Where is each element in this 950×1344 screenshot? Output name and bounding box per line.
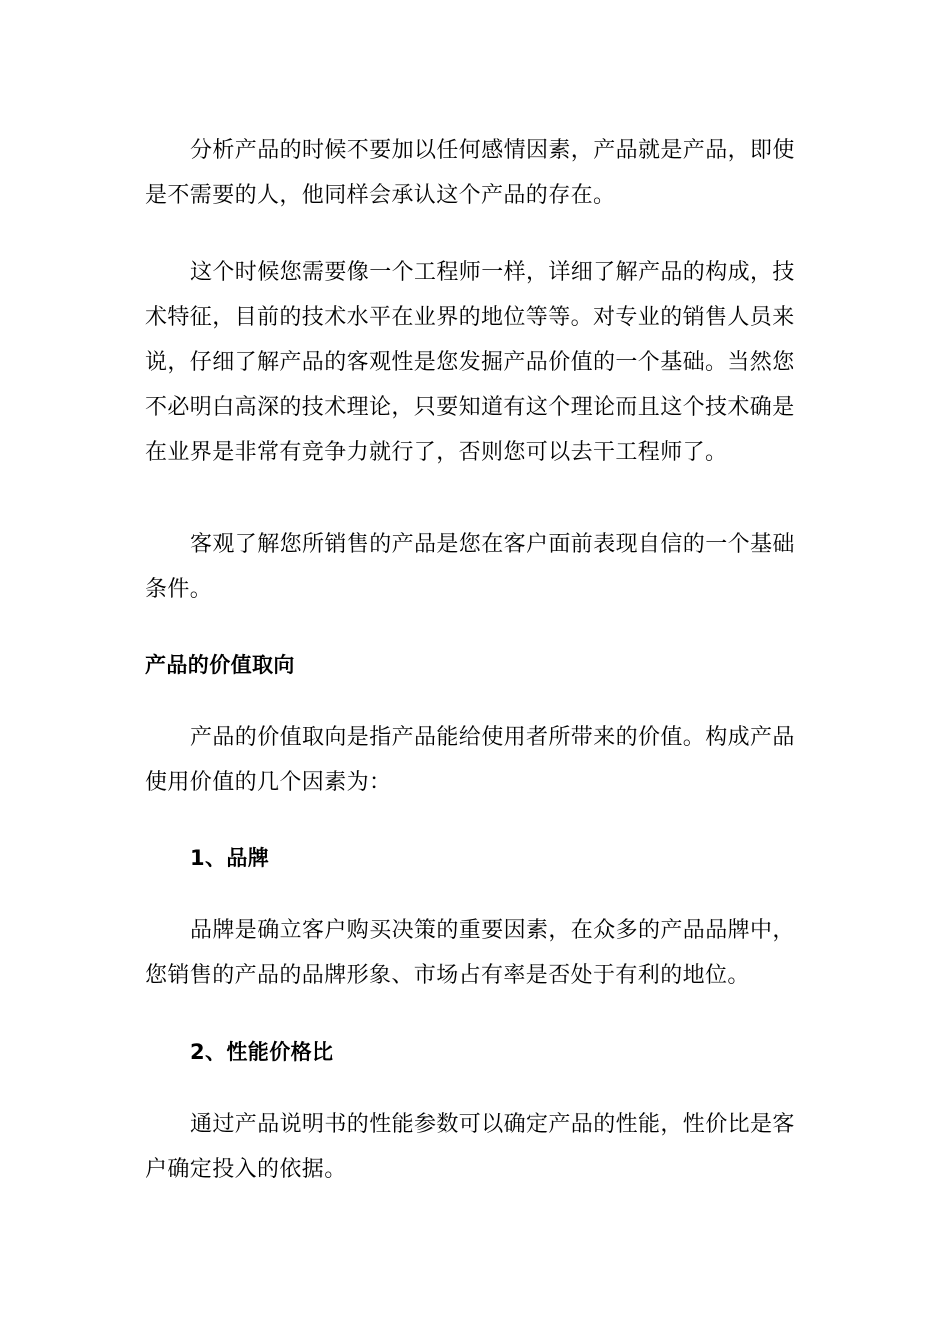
paragraph-brand: 品牌是确立客户购买决策的重要因素，在众多的产品品牌中，您销售的产品的品牌形象、市场占有率是否处于有利的地位。	[145, 918, 795, 988]
paragraph-value-orientation: 产品的价值取向是指产品能给使用者所带来的价值。构成产品使用价值的几个因素为：	[145, 725, 795, 795]
paragraph-price-performance: 通过产品说明书的性能参数可以确定产品的性能，性价比是客户确定投入的依据。	[145, 1112, 795, 1182]
section-heading-value-orientation: 产品的价值取向	[145, 653, 295, 677]
paragraph-engineer-understanding: 这个时候您需要像一个工程师一样，详细了解产品的构成，技术特征，目前的技术水平在业界的地位等等。对专业的销售人员来说，仔细了解产品的客观性是您发掘产品价值的一个基础。当然您不必明白高深的技术理论，只要知道有这个理论而且这个技术确是在业界是非常有竞争力就行了，否则您可以去干工程师了。	[145, 260, 795, 465]
paragraph-objective-understanding: 客观了解您所销售的产品是您在客户面前表现自信的一个基础条件。	[145, 532, 795, 602]
subheading-price-performance: 2、性能价格比	[190, 1040, 334, 1064]
paragraph-product-analysis: 分析产品的时候不要加以任何感情因素，产品就是产品，即使是不需要的人，他同样会承认这个产品的存在。	[145, 138, 795, 208]
subheading-brand: 1、品牌	[190, 846, 270, 870]
